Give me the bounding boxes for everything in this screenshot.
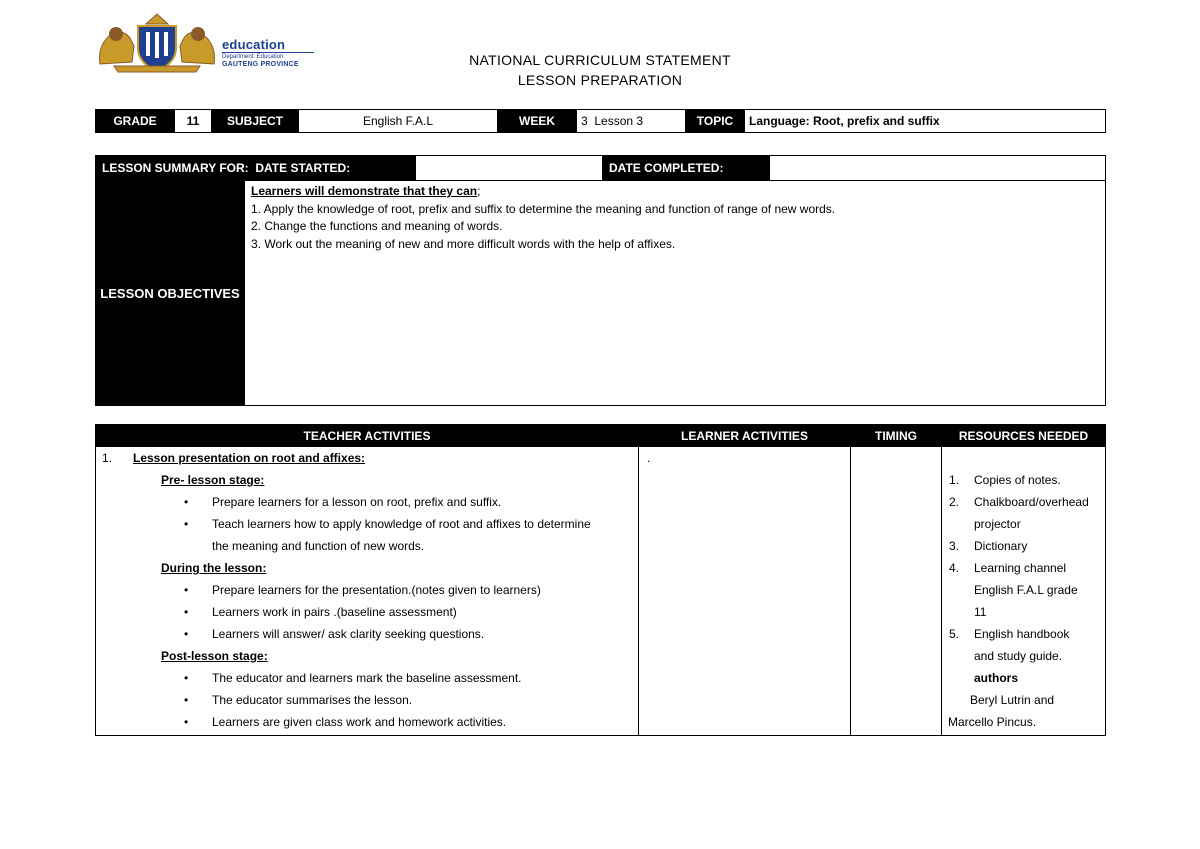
resource-item: 1. Copies of notes. bbox=[949, 473, 1061, 487]
date-completed-field[interactable] bbox=[770, 156, 1106, 181]
date-started-label: LESSON SUMMARY FOR: DATE STARTED: bbox=[96, 156, 416, 181]
document-title: NATIONAL CURRICULUM STATEMENT bbox=[469, 52, 731, 68]
list-item: • The educator summarises the lesson. bbox=[102, 689, 632, 711]
teacher-activities-header: TEACHER ACTIVITIES bbox=[96, 425, 639, 447]
subject-value: English F.A.L bbox=[299, 110, 498, 133]
timing-header: TIMING bbox=[851, 425, 942, 447]
post-lesson-heading: Post-lesson stage: bbox=[161, 649, 268, 663]
resource-spacer bbox=[948, 447, 1099, 469]
objective-item: 3. Work out the meaning of new and more difficult words with the help of affixes. bbox=[251, 236, 676, 251]
topic-label: TOPIC bbox=[686, 110, 745, 133]
grade-value: 11 bbox=[175, 110, 212, 133]
lesson-objectives-content bbox=[245, 181, 1106, 406]
authors-line: Marcello Pincus. bbox=[948, 715, 1037, 729]
lesson-summary-table bbox=[95, 155, 1106, 406]
resource-item-continuation: English F.A.L grade bbox=[974, 583, 1078, 597]
authors-label: authors bbox=[974, 671, 1019, 685]
resource-item-continuation: 11 bbox=[974, 605, 987, 619]
list-item: • Teach learners how to apply knowledge of root and affixes to determine bbox=[102, 513, 632, 535]
timing-cell bbox=[851, 447, 942, 736]
authors-line: Beryl Lutrin and bbox=[970, 693, 1055, 707]
date-started-field[interactable] bbox=[416, 156, 603, 181]
lesson-info-table bbox=[95, 109, 1106, 133]
logo-department: Department: Education bbox=[222, 54, 284, 60]
during-lesson-heading: During the lesson: bbox=[161, 561, 267, 575]
week-value: 3 Lesson 3 bbox=[577, 110, 686, 133]
pre-lesson-heading: Pre- lesson stage: bbox=[161, 473, 265, 487]
list-item: • Prepare learners for the presentation.(notes given to learners) bbox=[102, 579, 632, 601]
learner-activities-header: LEARNER ACTIVITIES bbox=[639, 425, 851, 447]
objective-item: 2. Change the functions and meaning of words. bbox=[251, 219, 503, 233]
resources-header: RESOURCES NEEDED bbox=[942, 425, 1106, 447]
learner-activities-text: . bbox=[647, 451, 651, 465]
resource-item-continuation: projector bbox=[974, 517, 1021, 531]
activities-table bbox=[95, 424, 1106, 736]
learner-activities-cell bbox=[639, 447, 851, 736]
logo-divider bbox=[222, 52, 314, 53]
list-item: • Learners work in pairs .(baseline assessment) bbox=[102, 601, 632, 623]
resources-cell bbox=[942, 447, 1106, 736]
grade-label: GRADE bbox=[96, 110, 175, 133]
subject-label: SUBJECT bbox=[212, 110, 299, 133]
lesson-heading: 1. Lesson presentation on root and affixes: bbox=[102, 451, 366, 465]
document-subtitle: LESSON PREPARATION bbox=[517, 72, 683, 88]
list-item: • The educator and learners mark the baseline assessment. bbox=[102, 667, 632, 689]
objectives-intro: Learners will demonstrate that they can; bbox=[251, 184, 481, 198]
resource-item-continuation: and study guide. bbox=[974, 649, 1063, 663]
resource-item: 2. Chalkboard/overhead bbox=[949, 495, 1089, 509]
resource-item: 4. Learning channel bbox=[949, 561, 1067, 575]
list-item: • Prepare learners for a lesson on root, prefix and suffix. bbox=[102, 491, 632, 513]
teacher-activities-cell bbox=[96, 447, 639, 736]
week-label: WEEK bbox=[498, 110, 577, 133]
list-item: • Learners are given class work and homework activities. bbox=[102, 711, 632, 733]
lesson-objectives-label: LESSON OBJECTIVES bbox=[96, 181, 245, 406]
logo-province: GAUTENG PROVINCE bbox=[222, 61, 299, 68]
list-item-continuation: the meaning and function of new words. bbox=[212, 539, 425, 553]
topic-value: Language: Root, prefix and suffix bbox=[745, 110, 1106, 133]
logo-wordmark: education bbox=[222, 37, 286, 52]
objective-item: 1. Apply the knowledge of root, prefix and suffix to determine the meaning and function of range of new words. bbox=[251, 201, 836, 216]
resource-item: 3. Dictionary bbox=[949, 539, 1028, 553]
list-item: • Learners will answer/ ask clarity seeking questions. bbox=[102, 623, 632, 645]
resource-item: 5. English handbook bbox=[949, 627, 1070, 641]
date-completed-label: DATE COMPLETED: bbox=[603, 156, 770, 181]
